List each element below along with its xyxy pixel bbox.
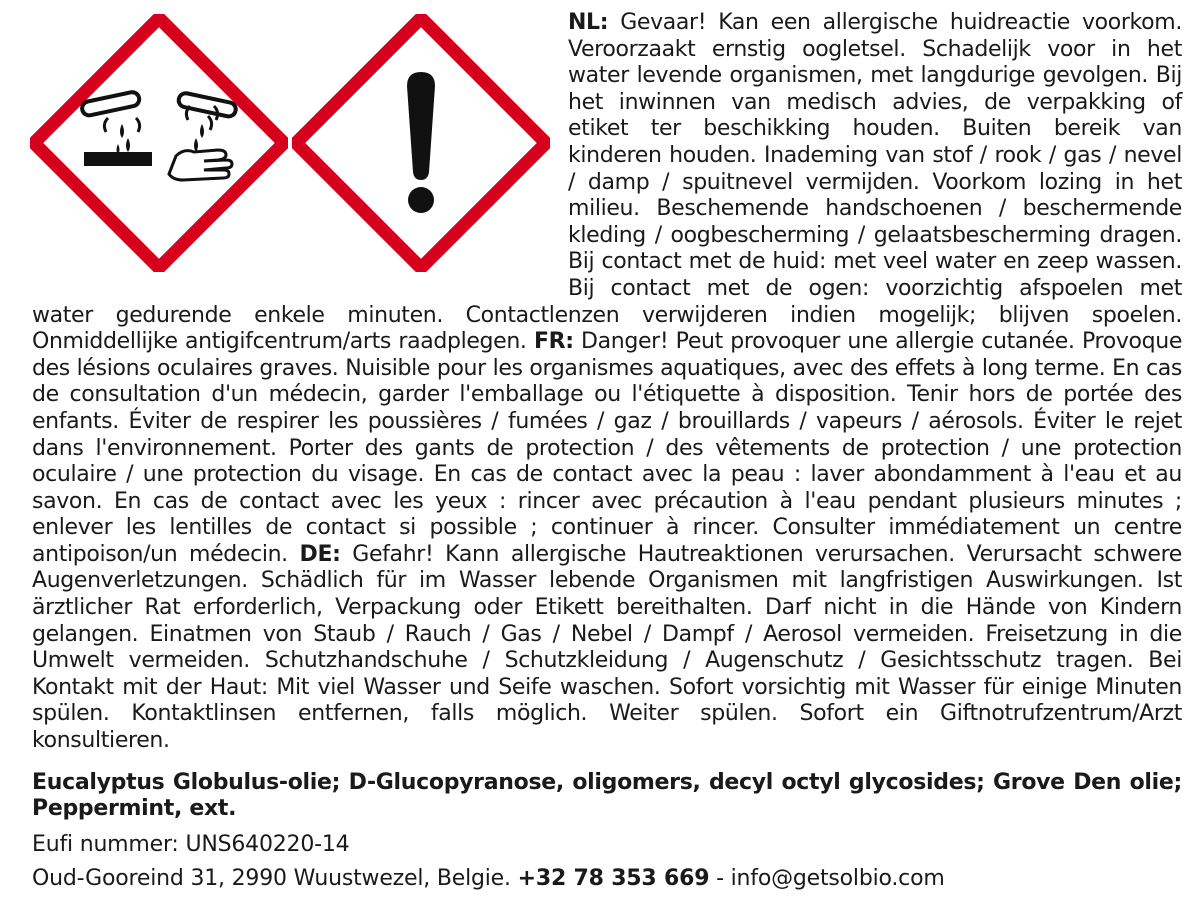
hazard-statements — [32, 10, 1182, 755]
hazard-text-nl: Gevaar! Kan een allergische huidreactie voorkom. Veroorzaakt ernstig oogletsel. Schadelijk voor in het water levende organismen, met langdurige gevolgen. Bij het inwinnen van medisch advies, de verpakking of etiket ter beschikking houden. Buiten bereik van kinderen houden. Inademing van stof / rook / gas / nevel / damp / spuitnevel vermijden. Voorkom lozing in het milieu. Beschemende handschoenen / beschermende kleding / oogbescherming / gelaatsbescherming dragen. Bij contact met de huid: met veel water en zeep wassen. Bij contact met de ogen: voorzichtig afspoelen met water gedurende enkele minuten. Contactlenzen verwijderen indien mogelijk; blijven spoelen. Onmiddellijke antigifcentrum/arts raadplegen. — [32, 10, 1182, 355]
lang-code-de: DE: — [299, 541, 341, 567]
ufi-number: Eufi nummer: UNS640220-14 — [32, 832, 350, 857]
contact-line — [32, 866, 945, 891]
lang-code-nl: NL: — [568, 10, 609, 35]
address: Oud-Gooreind 31, 2990 Wuustwezel, Belgie. — [32, 866, 518, 891]
pictogram-spacer — [32, 10, 568, 276]
phone-number: +32 78 353 669 — [517, 866, 710, 891]
hazard-text-fr: Danger! Peut provoquer une allergie cutanée. Provoque des lésions oculaires graves. Nuisible pour les organismes aquatiques, avec des effets à long terme. En cas de consultation d'un médecin, garder l'emballage ou l'étiquette à disposition. Tenir hors de portée des enfants. Éviter de respirer les poussières / fumées / gaz / brouillards / vapeurs / aérosols. Éviter le rejet dans l'environnement. Porter des gants de protection / des vêtements de protection / une protection oculaire / une protection du visage. En cas de contact avec la peau : laver abondamment à l'eau et au savon. En cas de contact avec les yeux : rincer avec précaution à l'eau pendant plusieurs minutes ; enlever les lentilles de contact si possible ; continuer à rincer. Consulter immédiatement un centre antipoison/un médecin. — [32, 329, 1182, 567]
email: - info@getsolbio.com — [709, 866, 945, 891]
lang-code-fr: FR: — [533, 329, 574, 355]
ingredients: Eucalyptus Globulus-olie; D-Glucopyranose, oligomers, decyl octyl glycosides; Grove Den olie; Peppermint, ext. — [32, 770, 1182, 821]
hazard-text-de: Gefahr! Kann allergische Hautreaktionen verursachen. Verursacht schwere Augenverletzungen. Schädlich für im Wasser lebende Organismen mit langfristigen Auswirkungen. Ist ärztlicher Rat erforderlich, Verpackung oder Etikett bereithalten. Darf nicht in die Hände von Kindern gelangen. Einatmen von Staub / Rauch / Gas / Nebel / Dampf / Aerosol vermeiden. Freisetzung in die Umwelt vermeiden. Schutzhandschuhe / Schutzkleidung / Augenschutz / Gesichtsschutz tragen. Bei Kontakt mit der Haut: Mit viel Wasser und Seife waschen. Sofort vorsichtig mit Wasser für einige Minuten spülen. Kontaktlinsen entfernen, falls möglich. Weiter spülen. Sofort ein Giftnotrufzentrum/Arzt konsultieren. — [32, 541, 1182, 754]
